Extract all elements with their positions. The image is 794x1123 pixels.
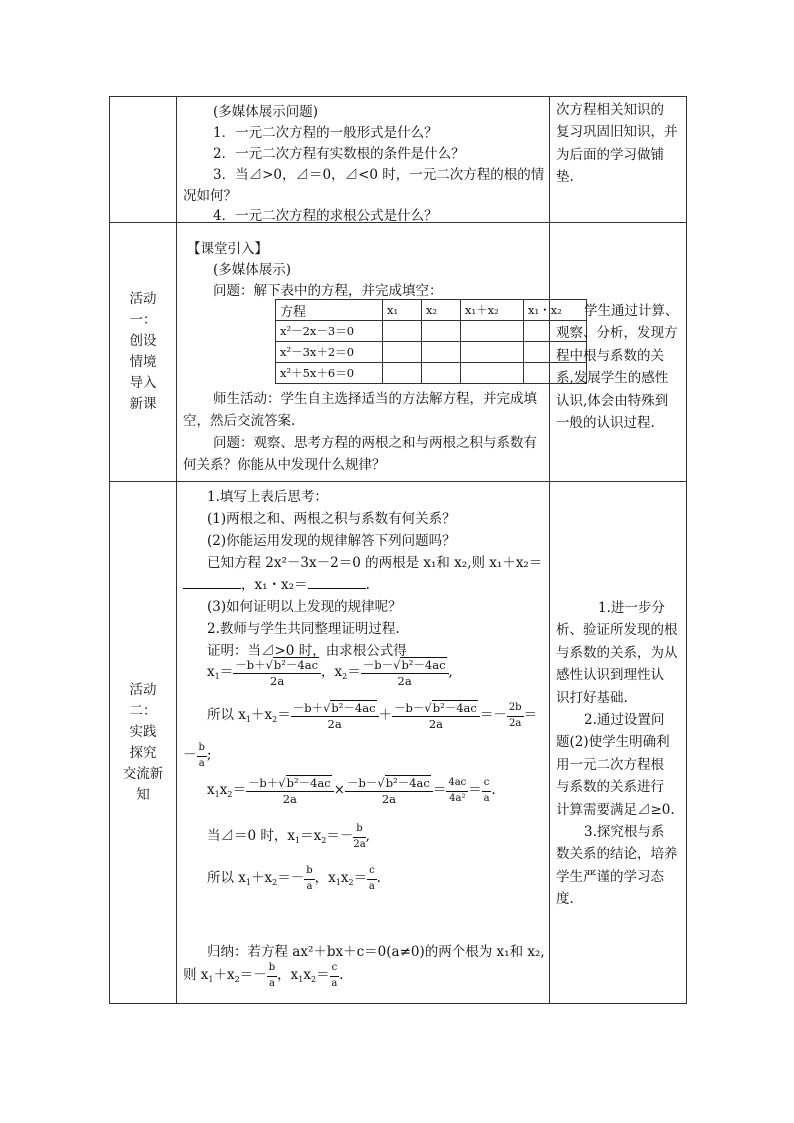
text-line: 3．当⊿>0，⊿＝0，⊿<0 时，一元二次方程的根的情: [213, 167, 545, 183]
label-line: 交流新: [122, 765, 164, 782]
section-title: 【课堂引入】: [187, 241, 268, 257]
header-cell: x₁＋x₂: [461, 300, 524, 321]
note-cell: [550, 97, 687, 223]
label-line: 活动: [129, 681, 157, 698]
text-line: (多媒体展示问题): [213, 104, 319, 120]
formula-product: $x_1x_2=$ $\frac{\text{－b＋√b²－4ac}}{2a}$ × $\frac{\text{－b－√b²－4ac}}{2a}$ ＝ $\frac{4ac}{\text{4a²}}$ ＝ $\frac{c}{a}$ .: [207, 776, 496, 806]
label-line: 实践: [129, 723, 157, 740]
formula-equal-roots: 当⊿＝0 时，$x_1=x_2=-$ $\frac{b}{2a}$ ,: [207, 823, 370, 850]
note-text: [556, 300, 680, 434]
activity-label: [110, 482, 177, 1004]
note-line: 观察、分析，发现方: [556, 325, 678, 342]
label-line: 二：: [129, 702, 157, 719]
blank-cell: [422, 363, 461, 384]
text-fragment: 当⊿＝0 时，: [207, 828, 288, 844]
table-row: [110, 97, 687, 223]
note-line: 度.: [556, 891, 574, 908]
note-line: 与系数的关系进行: [556, 779, 664, 796]
summary-line: 归纳：若方程 ax²＋bx＋c＝0(a≠0)的两个根为 x₁和 x₂,: [207, 944, 545, 960]
text-line: (3)如何证明以上发现的规律呢？: [207, 599, 402, 615]
text-fragment: 所以: [207, 870, 234, 886]
text-line: 1.填写上表后思考：: [207, 489, 328, 505]
equation-cell: x²－2x－3＝0: [276, 321, 383, 342]
text-line: 问题：观察、思考方程的两根之和与两根之积与系数有: [213, 435, 537, 451]
note-line: 学生通过计算、: [584, 303, 679, 319]
text-fragment: ，x₁・x₂＝: [241, 577, 308, 593]
blank-cell: [461, 321, 524, 342]
text-line: (多媒体展示): [213, 262, 292, 278]
lesson-plan-table: [109, 96, 687, 1004]
text-line: 何关系？你能从中发现什么规律？: [183, 457, 386, 473]
header-cell: 方程: [276, 300, 383, 321]
note-line: 识打好基础.: [556, 689, 628, 706]
table-row: [276, 342, 587, 363]
note-text: [556, 99, 680, 189]
note-line: 一般的认识过程.: [556, 415, 655, 432]
text-line: 1．一元二次方程的一般形式是什么？: [213, 125, 438, 141]
text-fragment: 所以: [207, 707, 234, 723]
activity-label: [110, 223, 177, 482]
note-cell: [550, 223, 687, 482]
text-line: 已知方程 2x²－3x－2＝0 的两根是 x₁和 x₂,则 x₁＋x₂＝: [207, 555, 543, 571]
note-line: 次方程相关知识的: [556, 102, 664, 118]
note-line: 计算需要满足⊿≥0.: [556, 801, 675, 818]
note-cell: [550, 482, 687, 1004]
label-line: 知: [136, 786, 150, 803]
text-line: 2.教师与学生共同整理证明过程.: [207, 621, 400, 637]
table-row: [110, 223, 687, 482]
equation-cell: x²－3x＋2＝0: [276, 342, 383, 363]
text-line: 师生活动：学生自主选择适当的方法解方程，并完成填: [213, 391, 537, 407]
table-row: [276, 321, 587, 342]
note-line: 数关系的结论，培养: [556, 846, 678, 863]
formula-equal-sum: 所以 $x_1+x_2=-$ $\frac{b}{a}$ ，$x_1x_2=$ $\frac{c}{a}$ .: [207, 865, 381, 892]
blank-cell: [383, 363, 422, 384]
answer-blank[interactable]: [183, 576, 241, 589]
note-line: 认识,体会由特殊到: [556, 392, 669, 409]
answer-blank[interactable]: [308, 576, 366, 589]
formula-sum-result: － $\frac{b}{a}$ ;: [183, 742, 212, 769]
label-line: 导入: [129, 375, 157, 391]
table-row: [276, 363, 587, 384]
text-line: (1)两根之和、两根之积与系数有何关系？: [207, 511, 456, 527]
note-line: 系,发展学生的感性: [556, 370, 669, 387]
note-line: 3.探究根与系: [584, 824, 665, 841]
label-line: 新课: [129, 396, 157, 412]
blank-cell: [422, 342, 461, 363]
equation-table: [275, 299, 587, 384]
text-line: (2)你能运用发现的规律解答下列问题吗？: [207, 533, 456, 549]
content-cell: [177, 482, 550, 1004]
text-line: 2．一元二次方程有实数根的条件是什么？: [213, 146, 465, 162]
equation-cell: x²＋5x＋6＝0: [276, 363, 383, 384]
table-header: [276, 300, 587, 321]
text-line: 4．一元二次方程的求根公式是什么？: [213, 208, 438, 224]
fill-blank-line: ，x₁・x₂＝ .: [183, 573, 370, 593]
label-line: 情境: [129, 354, 157, 370]
header-cell: x₁: [383, 300, 422, 321]
note-text: [556, 597, 680, 911]
text-line: 空，然后交流答案.: [183, 413, 296, 429]
note-line: 程中根与系数的关: [556, 347, 664, 364]
table-row: [110, 482, 687, 1004]
blank-cell: [461, 363, 524, 384]
summary-formula: 则 $x_1+x_2=-$ $\frac{b}{a}$ ，$x_1x_2=$ $\frac{c}{a}$ .: [183, 962, 344, 989]
note-line: 为后面的学习做铺: [556, 146, 664, 163]
label-line: 一：: [129, 312, 157, 328]
note-line: 与系数的关系，为从: [556, 644, 678, 661]
content-cell: [177, 97, 550, 223]
blank-cell: [383, 342, 422, 363]
note-line: 题(2)使学生明确利: [556, 734, 670, 751]
note-line: 析、验证所发现的根: [556, 622, 678, 639]
label-cell: [110, 97, 177, 223]
text-line: 况如何？: [183, 188, 237, 204]
label-line: 创设: [129, 333, 157, 349]
text-fragment: 则: [183, 967, 197, 983]
note-line: 垫.: [556, 169, 574, 186]
label-line: 活动: [129, 291, 157, 307]
label-line: 探究: [129, 744, 157, 761]
blank-cell: [461, 342, 524, 363]
text-line: 证明：当⊿>0 时，由求根公式得: [207, 643, 407, 659]
formula-roots: $x_1=$ $\frac{\text{－b＋√b²－4ac}}{2a}$ ，$x_2=$ $\frac{\text{－b－√b²－4ac}}{2a}$ ,: [207, 658, 453, 688]
formula-sum: 所以 $x_1+x_2=$ $\frac{\text{－b＋√b²－4ac}}{2a}$ ＋ $\frac{\text{－b－√b²－4ac}}{2a}$ ＝－ $\frac{2b}{2a}$ ＝: [207, 701, 538, 731]
text-line: 问题：解下表中的方程，并完成填空：: [213, 283, 443, 299]
note-line: 用一元二次方程根: [556, 756, 664, 773]
note-line: 学生严谨的学习态: [556, 868, 664, 885]
note-line: 1.进一步分: [598, 600, 665, 616]
note-line: 感性认识到理性认: [556, 667, 664, 684]
content-cell: [177, 223, 562, 482]
blank-cell: [422, 321, 461, 342]
note-line: 复习巩固旧知识，并: [556, 124, 678, 141]
blank-cell: [383, 321, 422, 342]
note-line: 2.通过设置问: [584, 712, 665, 729]
header-cell: x₁・x₂: [524, 300, 587, 321]
header-cell: x₂: [422, 300, 461, 321]
